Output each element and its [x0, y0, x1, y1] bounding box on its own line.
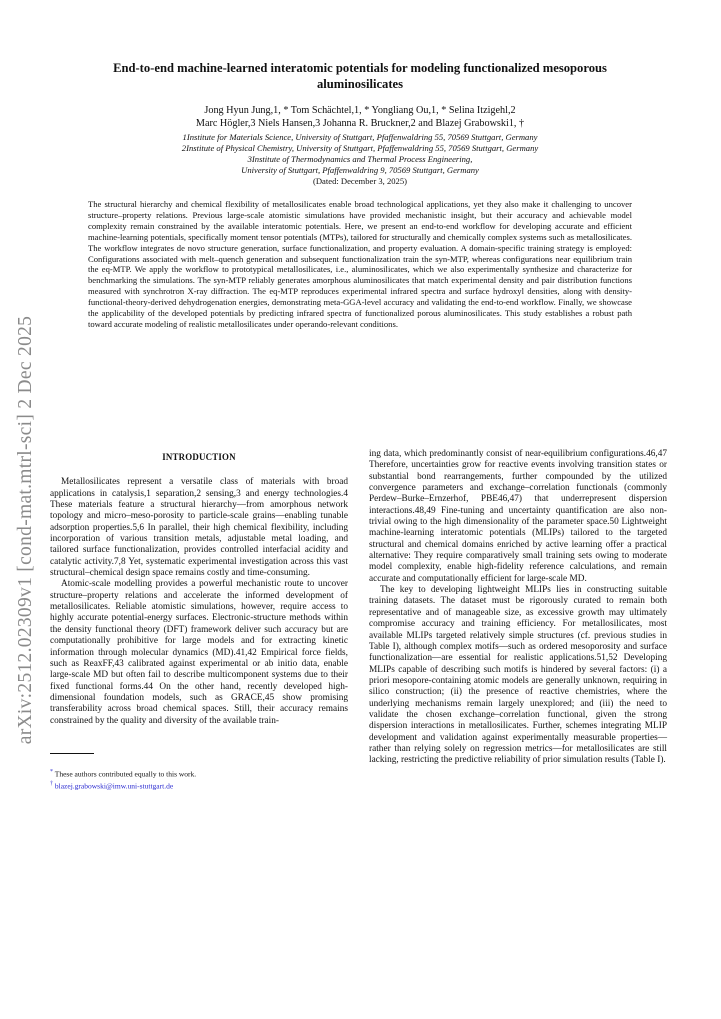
intro-paragraph-2: Atomic-scale modelling provides a powerful mechanistic route to uncover structure–property relations and accelerate the informed development of metallosilicates. Reliable atomistic simulations, however, require access to highly accurate potential-energy surfaces. Electronic-structure methods within the density functional theory (DFT) framework deliver such accuracy but are computationally prohibitive for large models and for extracting kinetic information through molecular dynamics (MD).41,42 Empirical force fields, such as ReaxFF,43 calibrated against experimental or ab initio data, enable large-scale MD but often fail to describe multicomponent systems due to their fixed functional forms.44 On the other hand, recently developed high-dimensional foundation models, such as GRACE,45 show promising transferability across broad chemical spaces. Still, their accuracy remains constrained by the quality and diversity of the available train-: [50, 579, 348, 726]
authors-line-1: Jong Hyun Jung,1, * Tom Schächtel,1, * Yongliang Ou,1, * Selina Itzigehl,2: [204, 105, 516, 116]
section-heading: INTRODUCTION: [162, 452, 236, 462]
arxiv-stamp: [12, 250, 40, 810]
affiliation-2: 2Institute of Physical Chemistry, University of Stuttgart, Pfaffenwaldring 55, 70569 Stuttgart, Germany: [181, 143, 539, 153]
footnote-email: [50, 779, 348, 792]
paper-page: [50, 60, 670, 791]
asterisk-mark: *: [50, 768, 53, 775]
intro-paragraph-1: Metallosilicates represent a versatile class of materials with broad applications in catalysis,1 separation,2 sensing,3 and energy technologies.4 These materials feature a structural hierarchy—from amorphous network topology and micro–meso-porosity to particle-scale grains—enabling tunable adsorption properties.5,6 In parallel, their high chemical flexibility, including incorporation of various transition metals, adjustable metal loading, and tailored surface functionalization, provides controlled interfacial acidity and catalytic activity.7,8 Yet, systematic experimental investigation across this vast structural–chemical design space remains costly and time-consuming.: [50, 477, 348, 579]
left-column: [50, 449, 348, 792]
right-column: [369, 449, 667, 767]
affiliation-3: 3Institute of Thermodynamics and Thermal Process Engineering,: [247, 154, 473, 164]
intro-paragraph-4: The key to developing lightweight MLIPs lies in constructing suitable training datasets. The dataset must be rigorously curated to remain both representative and of manageable size, as excessive growth may ultimately compromise accuracy and training efficiency. For metallosilicates, most available MLIPs targeted relatively simple structures (cf. previous studies in Table I), although complex motifs—such as ordered mesoporosity and surface functionalization—are essential for realistic applications.51,52 Developing MLIPs capable of describing such motifs is hindered by several factors: (i) a priori mesopore-containing atomic models are generally unknown, requiring in silico construction; (ii) the presence of reactive chemistries, where the underlying mechanisms remain largely unexplored; and (iii) the need to validate the chosen exchange–correlation functional, given the strong dispersion interactions in metallosilicates. Further, schemes integrating MLIP development and validation against experimentally measurable properties—rather than relying solely on regression metrics—for metallosilicates are still lacking, restricting the predictive reliability of prior simulation results (Table I).: [369, 585, 667, 766]
date-line: (Dated: December 3, 2025): [312, 176, 407, 186]
arxiv-stamp-text: arXiv:2512.02309v1 [cond-mat.mtrl-sci] 2 Dec 2025: [15, 315, 36, 745]
authors-line-2: Marc Högler,3 Niels Hansen,3 Johanna R. Bruckner,2 and Blazej Grabowski1, †: [195, 118, 525, 129]
affiliation-3-cont: University of Stuttgart, Pfaffenwaldring 9, 70569 Stuttgart, Germany: [241, 165, 479, 175]
dagger-mark: †: [50, 781, 53, 788]
intro-paragraph-3: ing data, which predominantly consist of near-equilibrium configurations.46,47 Therefore, uncertainties grow for reactive events involving transition states or substantial bond rearrangements, further compounded by the utilized convergence parameters and exchange–correlation functionals (commonly Perdew–Burke–Ernzerhof, PBE46,47) that underrepresent dispersion interactions.48,49 Fine-tuning and uncertainty quantification are also non-trivial owing to the high dimensionality of the parameter space.50 Lightweight machine-learning interatomic potentials (MLIPs) tailored to the targeted structural and chemical domains enriched by active learning offer a practical alternative: They require comparatively small training sets owing to moderate model complexity, enable high-fidelity reference calculations, and remain accurate and computationally efficient for large-scale MD.: [369, 449, 667, 584]
paper-title: End-to-end machine-learned interatomic potentials for modeling functionalized mesoporous aluminosilicates: [113, 61, 607, 91]
author-list: [50, 104, 670, 130]
affiliations: [50, 132, 670, 176]
email-link[interactable]: blazej.grabowski@imw.uni-stuttgart.de: [54, 781, 174, 791]
footnote-equal-text: These authors contributed equally to this work.: [54, 769, 197, 779]
footnote-rule: [50, 753, 94, 754]
footnotes: [50, 767, 348, 792]
footnote-equal-contribution: [50, 767, 348, 780]
abstract: The structural hierarchy and chemical flexibility of metallosilicates enable broad technological applications, yet they also make it challenging to uncover structure–property relations. Previous large-scale atomistic simulations have provided mechanistic insight, but their accuracy and achievable model complexity remain constrained by the available interatomic potentials. Here, we present an end-to-end workflow for developing accurate and efficient machine-learning potentials, specifically moment tensor potentials (MTPs), tailored for structurally and chemically complex systems such as metallosilicates. The workflow integrates de novo structure generation, surface functionalization, and property evaluation. A domain-specific training strategy is employed: Configurations associated with melt–quench generation and subsequent functionalization train the syn-MTP, whereas configurations near equilibrium train the eq-MTP. We apply the workflow to prototypical metallosilicates, i.e., aluminosilicates, which we also experimentally synthesize and characterize for benchmarking the simulations. The syn-MTP reliably generates amorphous aluminosilicates that match experimental density and pair distribution functions measured with synchrotron X-ray diffraction. The eq-MTP reproduces experimental infrared spectra and surface hydroxyl densities, along with density-functional-theory-derived dehydrogenation energies, demonstrating meta-GGA-level accuracy and validating the end-to-end workflow. Finally, we showcase the applicability of the developed potentials by predicting infrared spectra of functionalized porous aluminosilicates. This study establishes a robust path toward accurate modeling of realistic metallosilicates under operando-relevant conditions.: [88, 199, 632, 329]
affiliation-1: 1Institute for Materials Science, University of Stuttgart, Pfaffenwaldring 55, 70569 Stuttgart, Germany: [182, 132, 538, 142]
